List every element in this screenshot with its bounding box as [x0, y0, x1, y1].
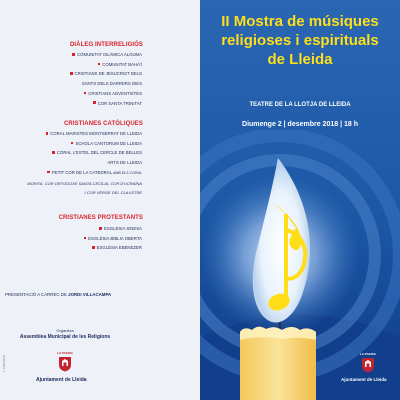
bullet-square-icon — [99, 227, 102, 230]
bullet-square-icon — [92, 246, 95, 249]
list-interreligious — [0, 50, 142, 108]
list-item: ESGLÉSIA EBENEZER — [0, 243, 142, 253]
event-title: II Mostra de músiques religioses i espirituals de Lleida — [221, 13, 379, 68]
bullet-square-icon — [71, 142, 74, 145]
list-item: SCHOLA CANTORUM DE LLEIDA — [0, 139, 142, 149]
bullet-square-icon — [84, 237, 87, 240]
city-crest-icon-right — [361, 357, 375, 373]
organizer-label: Organitza — [56, 328, 74, 333]
bullet-square-icon — [46, 132, 49, 135]
list-item: SANTS DELS DARRERS DIES — [81, 81, 142, 87]
presenter-name: JORDI VILLACAMPA — [68, 292, 112, 297]
list-item: COMUNITAT ISLÀMICA ALOUMA — [0, 50, 142, 60]
list-item: I COR VERGE DEL CLAUSTRE — [84, 190, 142, 196]
section-title-protestant: CRISTIANES PROTESTANTS — [58, 215, 143, 221]
bullet-square-icon — [70, 72, 73, 75]
list-item: ESGLÉSIA BÍBLIA OBERTA — [0, 234, 142, 244]
list-item: PETIT COR DE LA CATEDRAL AMB ELS CORAL — [0, 168, 142, 179]
list-item: ARTS DE LLEIDA — [107, 160, 142, 166]
crest-caption-right: LA PAERIA — [360, 352, 376, 356]
list-catholic — [0, 129, 142, 198]
presenter-line: PRESENTACIÓ A CÀRREC DE JORDI VILLACAMPA — [5, 292, 112, 297]
city-hall-name-right: Ajuntament de Lleida — [341, 377, 387, 382]
organizer-name: Assemblea Municipal de les Religions — [19, 334, 111, 340]
bullet-square-icon — [72, 53, 75, 56]
bullet-square-icon — [52, 151, 55, 154]
bullet-square-icon — [98, 63, 101, 66]
list-item: ESGLÉSIA XINESA — [0, 224, 142, 234]
list-item: COR SANTA TRINITAT — [0, 99, 142, 109]
list-item: CORAL MARISTES MONTSERRAT DE LLEIDA — [0, 129, 142, 139]
crest-caption: LA PAERIA — [57, 351, 73, 355]
list-item: MORITA, COR ORTODOXE SANTA CECÍLIA, COR D'UCRAÏNA — [27, 180, 142, 186]
bullet-square-icon — [47, 171, 50, 174]
venue: TEATRE DE LA LLOTJA DE LLEIDA — [249, 102, 351, 108]
city-hall-name: Ajuntament de Lleida — [36, 377, 87, 383]
list-item: COMUNITAT BAHÁ'Í — [0, 60, 142, 70]
list-item: CRISTIANS DE JESUCRIST DELS — [0, 69, 142, 79]
bullet-square-icon — [93, 101, 96, 104]
city-crest-icon — [58, 356, 72, 372]
section-title-catholic: CRISTIANES CATÒLIQUES — [64, 121, 143, 127]
list-item: CORAL L'ESTEL DEL CERCLE DE BELLES — [0, 148, 142, 158]
section-title-interreligious: DIÀLEG INTERRELIGIÓS — [69, 42, 143, 48]
right-panel — [200, 0, 400, 400]
list-protestant — [0, 224, 142, 253]
list-item: CRISTIANS ADVENTISTES — [0, 89, 142, 99]
bullet-square-icon — [84, 92, 87, 95]
event-date: Diumenge 2 | desembre 2018 | 18 h — [242, 121, 358, 128]
legal-deposit: L 1469-2018 — [2, 355, 6, 372]
